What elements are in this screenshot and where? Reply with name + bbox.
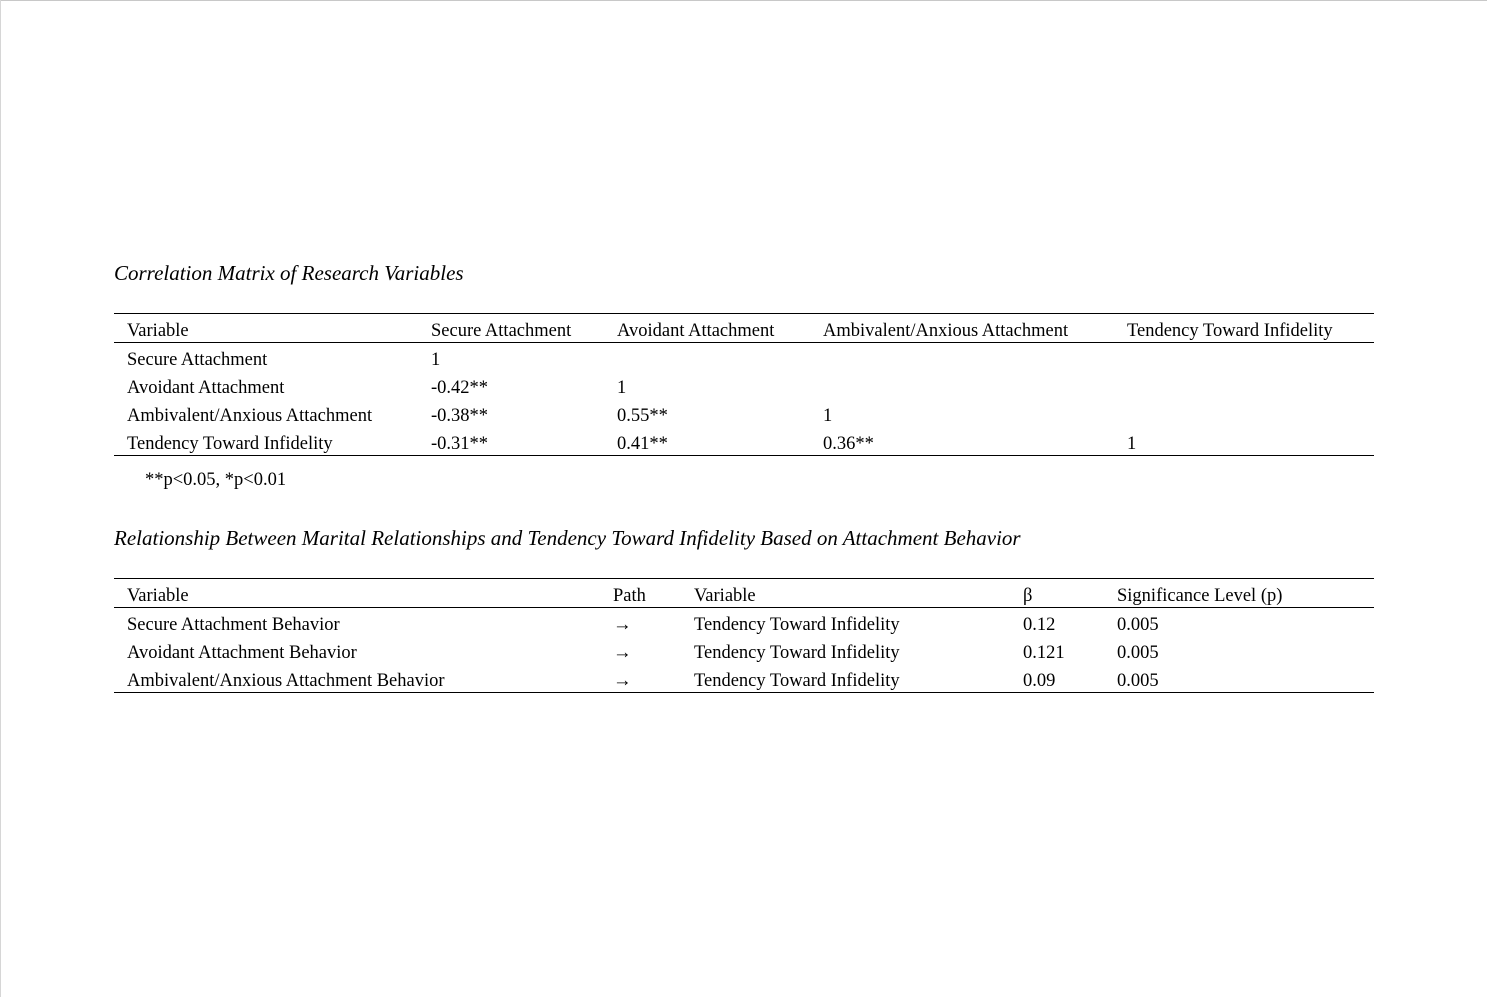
table1-significance-note: **p<0.05, *p<0.01 [145,470,287,490]
table2-header-cell: Variable [694,586,756,606]
path-arrow-icon: → [613,615,632,635]
table-cell: -0.42** [431,378,489,398]
table2-header-row [114,579,1374,608]
table-cell [1114,399,1374,427]
table-cell: Avoidant Attachment Behavior [127,643,357,663]
path-arrow-icon: → [613,671,632,691]
table-cell: Tendency Toward Infidelity [694,615,900,635]
table-cell: 0.005 [1117,671,1159,691]
table1-header-cell: Ambivalent/Anxious Attachment [823,321,1069,341]
path-analysis-table [114,578,1374,693]
table2-header-cell: β [1023,586,1033,606]
table2-header-cell: Variable [127,586,189,606]
table1-header-row [114,314,1374,343]
table-cell: Ambivalent/Anxious Attachment [127,406,373,426]
table2-header-cell: Path [613,586,646,606]
table-row [114,427,1374,456]
table1-header-cell: Tendency Toward Infidelity [1127,321,1333,341]
table-cell [810,371,1114,399]
table-cell: Secure Attachment Behavior [127,615,340,635]
table-cell: Avoidant Attachment [127,378,285,398]
table1-header-cell: Secure Attachment [431,321,572,341]
table-cell: 1 [431,350,441,370]
table-cell: Tendency Toward Infidelity [127,434,333,454]
table-cell: -0.38** [431,406,489,426]
table-cell: -0.31** [431,434,489,454]
table-row [114,399,1374,427]
table1-header-cell: Avoidant Attachment [617,321,775,341]
path-arrow-icon: → [613,643,632,663]
table-cell [810,343,1114,372]
table-cell: Tendency Toward Infidelity [694,643,900,663]
page-top-edge [0,0,1487,1]
table-cell [1114,371,1374,399]
table-row [114,371,1374,399]
table-row [114,664,1374,693]
table1-header-cell: Variable [127,321,189,341]
table-cell: Ambivalent/Anxious Attachment Behavior [127,671,445,691]
table-row [114,343,1374,372]
table1-caption: Correlation Matrix of Research Variables [114,261,464,285]
table-cell: 1 [617,378,627,398]
table-cell [604,343,810,372]
table-cell: 0.41** [617,434,668,454]
table-cell: 0.121 [1023,643,1065,663]
table-cell: 0.09 [1023,671,1056,691]
table-cell: 1 [823,406,833,426]
page-left-edge [0,0,1,997]
correlation-matrix-table [114,313,1374,456]
table-cell: Tendency Toward Infidelity [694,671,900,691]
table2-header-cell: Significance Level (p) [1117,586,1283,606]
table-row [114,608,1374,637]
table-cell: 1 [1127,434,1137,454]
table-cell: 0.36** [823,434,874,454]
table-cell: 0.005 [1117,643,1159,663]
table-cell: 0.12 [1023,615,1056,635]
table-row [114,636,1374,664]
table-cell: Secure Attachment [127,350,268,370]
table-cell: 0.005 [1117,615,1159,635]
table2-caption: Relationship Between Marital Relationships and Tendency Toward Infidelity Based on Attachment Behavior [114,526,1021,550]
table-cell: 0.55** [617,406,668,426]
table-cell [1114,343,1374,372]
